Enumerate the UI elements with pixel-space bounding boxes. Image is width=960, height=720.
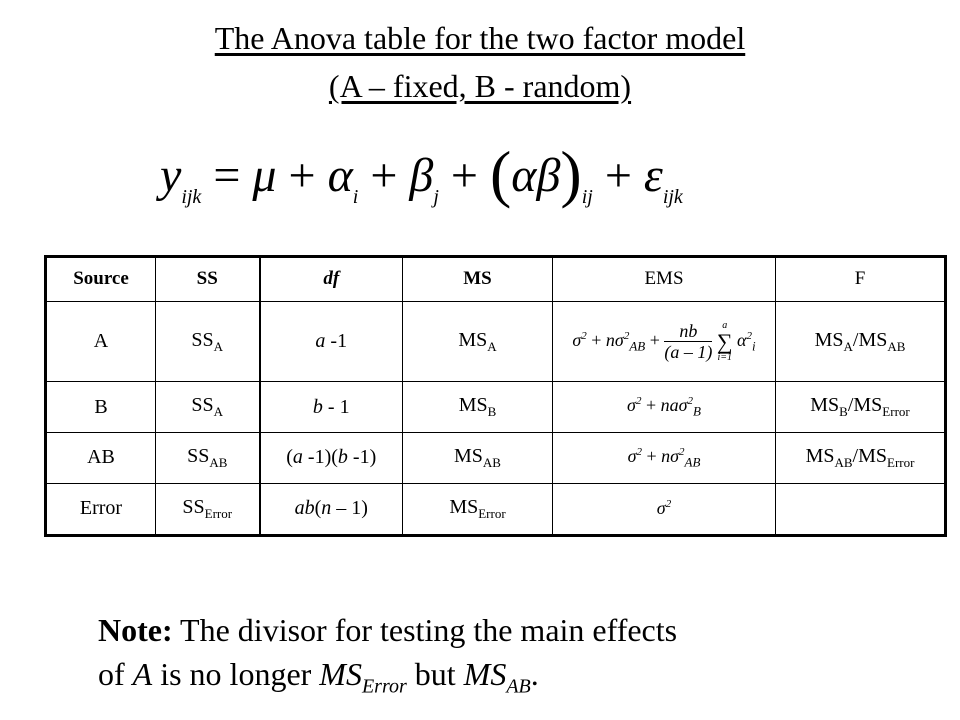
cell-ss: $SS_{AB}$ [156,433,260,484]
header-ss: SS [156,257,260,302]
cell-ms: $MS_A$ [403,301,553,382]
cell-ms: $MS_{AB}$ [403,433,553,484]
cell-ss: $SS_A$ [156,301,260,382]
table-row [46,483,946,535]
cell-df: (a -1)(b -1) [260,433,403,484]
cell-df: a -1 [260,301,403,382]
eq-alpha: α [327,149,353,202]
eq-plus-3: + [450,149,478,202]
cell-source: AB [46,433,156,484]
cell-f-empty [776,483,946,535]
eq-lparen: ( [489,138,512,209]
cell-ems [553,483,776,535]
eq-y: y [160,149,182,202]
cell-ems [553,433,776,484]
cell-source: B [46,382,156,433]
title-line-2: (A – fixed, B - random) [328,68,632,104]
table-row [46,433,946,484]
cell-ss: $SS_{Error}$ [156,483,260,535]
header-f: F [776,257,946,302]
eq-alpha-sub: i [352,186,359,208]
header-source: Source [46,257,156,302]
cell-source: A [46,301,156,382]
cell-ems [553,382,776,433]
eq-mu: μ [252,149,277,202]
table-row [46,301,946,382]
note-label: Note: [98,612,173,648]
cell-f: $MS_{AB}/MS_{Error}$ [776,433,946,484]
eq-epsilon: ε [643,149,663,202]
cell-f: $MS_A/MS_{AB}$ [776,301,946,382]
eq-ab-sub: ij [581,186,593,208]
header-ems: EMS [553,257,776,302]
model-equation [160,133,700,209]
cell-df: b - 1 [260,382,403,433]
title-line-1: The Anova table for the two factor model [214,20,746,56]
eq-plus-1: + [288,149,316,202]
cell-ss: $SS_A$ [156,382,260,433]
cell-source: Error [46,483,156,535]
table-row [46,382,946,433]
cell-ms: $MS_B$ [403,382,553,433]
ems-formula-a: $\sigma^2 + n\sigma^2_{AB}$ + $\frac{nb}{(a - 1)}$ a ∑ i=1 $\alpha^2_i$ [572,319,756,363]
cell-f: $MS_B/MS_{Error}$ [776,382,946,433]
ems-formula-error: $\sigma^2$ [656,498,672,519]
table-header-row [46,257,946,302]
eq-y-sub: ijk [181,186,202,208]
eq-alphabeta: αβ [511,149,561,202]
eq-rparen: ) [560,138,582,209]
cell-df: ab(n – 1) [260,483,403,535]
header-df: df [260,257,403,302]
note-text: Note: The divisor for testing the main effects of A is no longer $MS_{Error}$ but $MS_{AB}$. [98,612,678,698]
eq-beta: β [409,149,434,202]
cell-ms: $MS_{Error}$ [403,483,553,535]
eq-plus-2: + [370,149,398,202]
cell-ems [553,301,776,382]
header-ms: MS [403,257,553,302]
eq-beta-sub: j [433,186,439,208]
anova-table [44,255,947,537]
ems-formula-ab: $\sigma^2 + n\sigma^2_{AB}$ [627,445,701,470]
eq-equals: = [213,149,241,202]
ems-formula-b: $\sigma^2 + na\sigma^2_B$ [627,395,701,420]
eq-plus-4: + [604,149,632,202]
eq-eps-sub: ijk [662,186,683,208]
